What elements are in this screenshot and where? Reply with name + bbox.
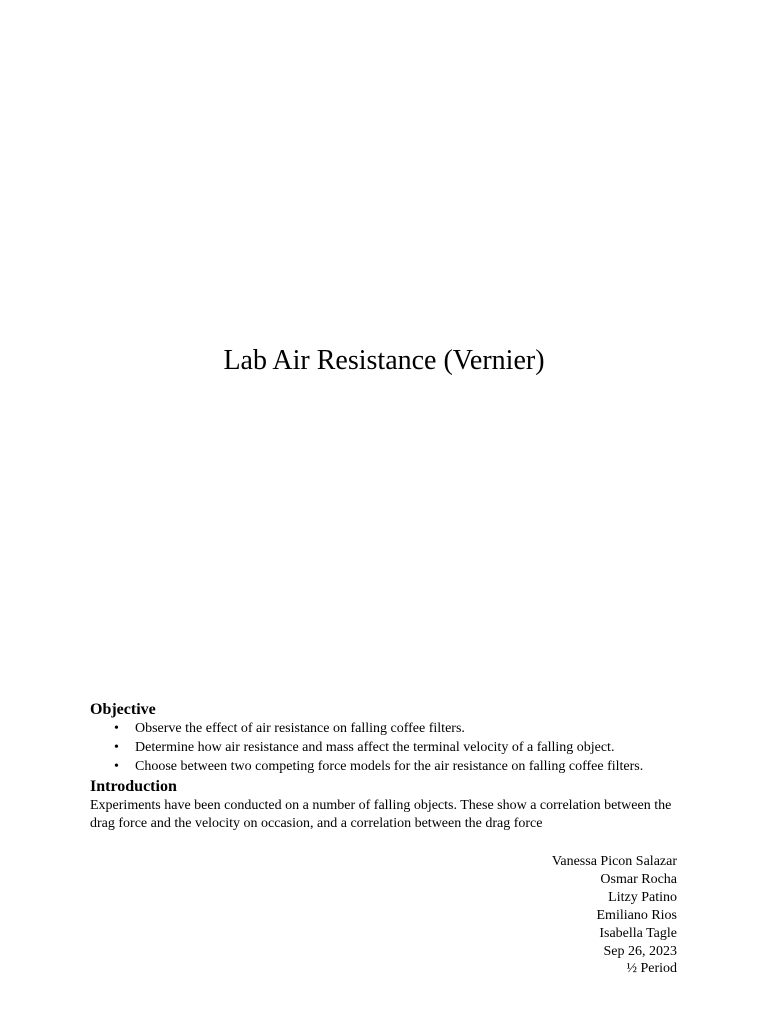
objective-item-text: Choose between two competing force models for the air resistance on falling coffee filters. <box>135 759 644 774</box>
report-date: Sep 26, 2023 <box>603 943 677 959</box>
author-name: Litzy Patino <box>608 889 677 905</box>
list-item <box>90 739 680 757</box>
author-block <box>552 853 677 978</box>
bullet-icon: • <box>114 740 119 755</box>
author-name: Emiliano Rios <box>596 907 677 923</box>
author-name: Isabella Tagle <box>599 925 677 941</box>
list-item <box>90 758 680 776</box>
bullet-icon: • <box>114 759 119 774</box>
introduction-heading: Introduction <box>90 778 177 795</box>
page-title: Lab Air Resistance (Vernier) <box>223 345 545 376</box>
objective-item-text: Observe the effect of air resistance on falling coffee filters. <box>135 721 465 736</box>
author-name: Osmar Rocha <box>600 871 677 887</box>
introduction-paragraph: Experiments have been conducted on a number of falling objects. These show a correlation between the drag force and the velocity on occasion, and a correlation between the drag force <box>90 798 672 831</box>
objective-item-text: Determine how air resistance and mass affect the terminal velocity of a falling object. <box>135 740 615 755</box>
document-body <box>90 700 680 833</box>
objective-heading: Objective <box>90 701 156 718</box>
objective-list <box>90 720 680 776</box>
list-item <box>90 720 680 738</box>
class-period: ½ Period <box>626 961 677 977</box>
bullet-icon: • <box>114 721 119 736</box>
author-name: Vanessa Picon Salazar <box>551 854 677 869</box>
